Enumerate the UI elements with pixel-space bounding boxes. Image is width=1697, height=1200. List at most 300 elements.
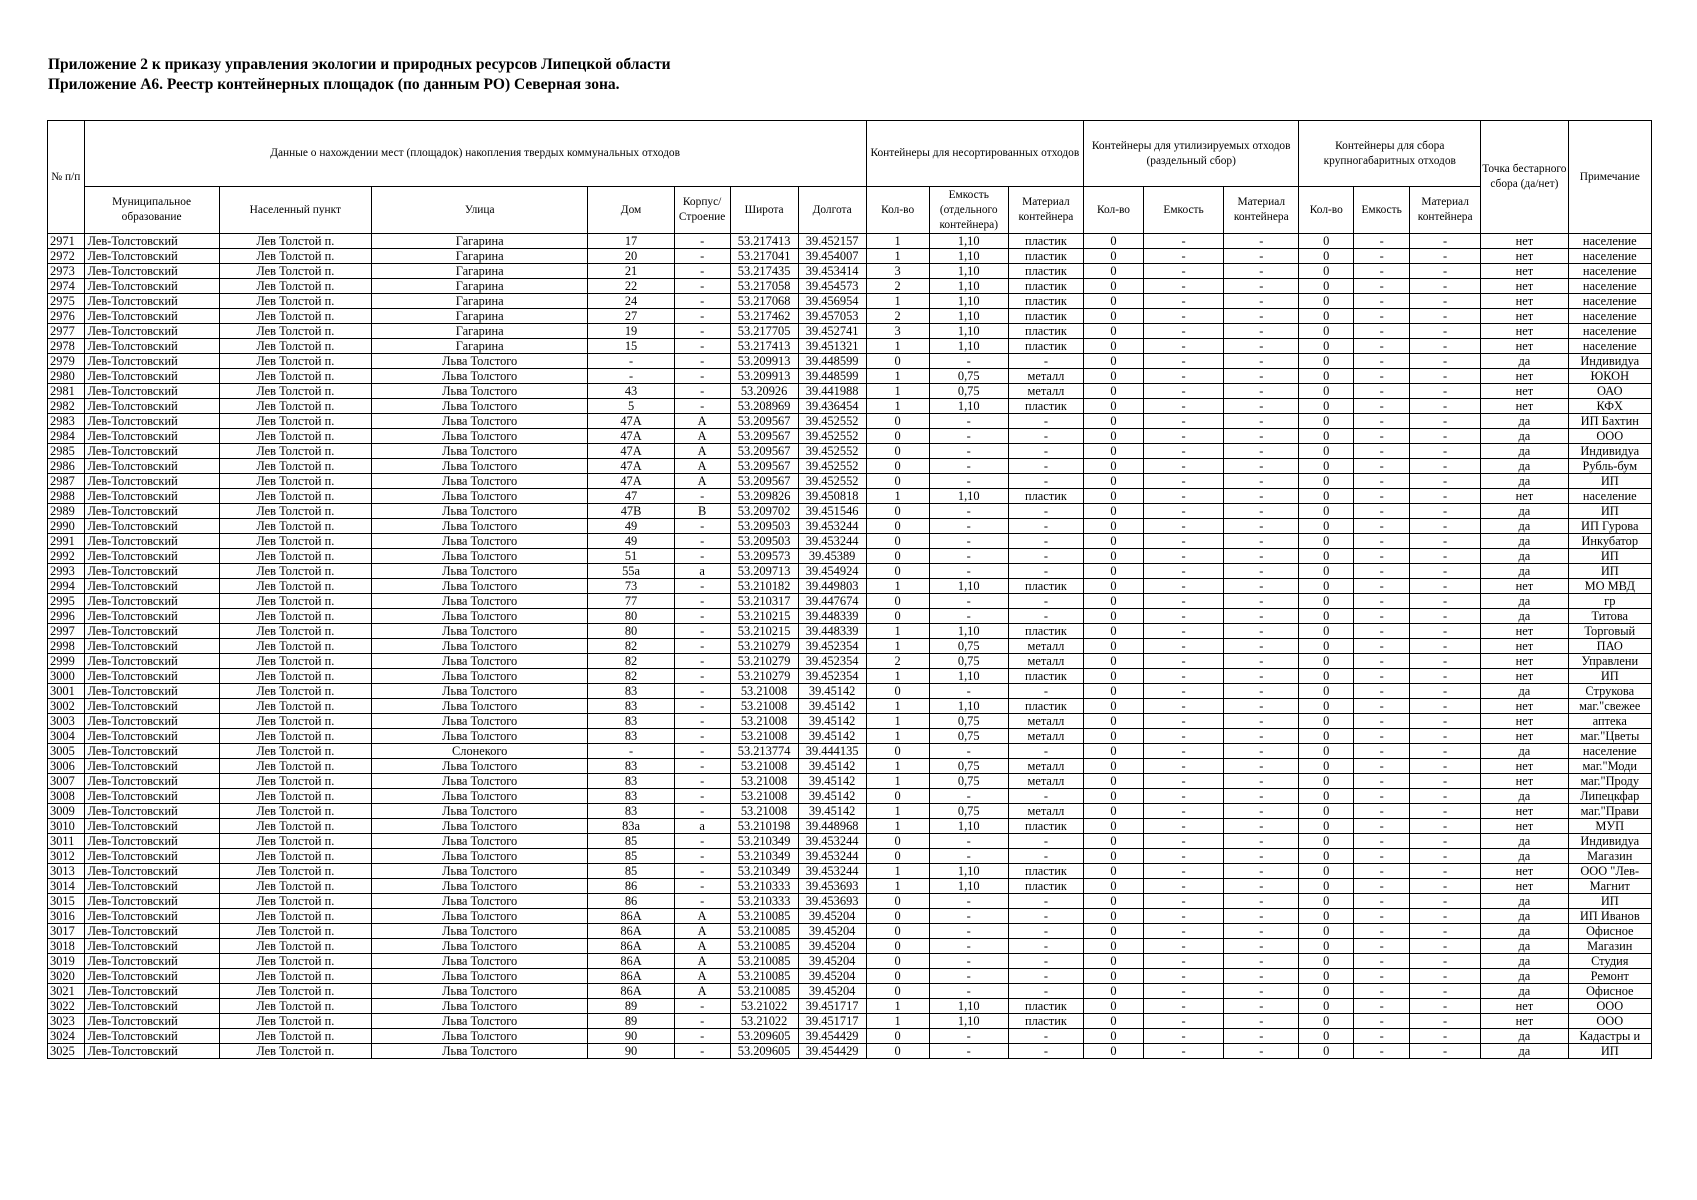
cell-house: 89 (588, 1014, 674, 1029)
cell-longitude: 39.451717 (798, 999, 866, 1014)
cell-bulky-material: - (1410, 849, 1481, 864)
cell-building: - (674, 774, 730, 789)
cell-unsorted-material: пластик (1008, 624, 1083, 639)
cell-unsorted-capacity: 0,75 (929, 759, 1008, 774)
cell-house: 86А (588, 954, 674, 969)
cell-note: ИП (1568, 504, 1651, 519)
cell-street: Льва Толстого (372, 669, 588, 684)
cell-recyclable-count: 0 (1084, 639, 1144, 654)
cell-note: ЮКОН (1568, 369, 1651, 384)
cell-unsorted-material: - (1008, 414, 1083, 429)
cell-bulky-count: 0 (1299, 849, 1354, 864)
cell-latitude: 53.210085 (730, 924, 798, 939)
cell-bulky-material: - (1410, 249, 1481, 264)
cell-recyclable-count: 0 (1084, 339, 1144, 354)
cell-settlement: Лев Толстой п. (219, 714, 371, 729)
cell-building: - (674, 1044, 730, 1059)
col-header-note: Примечание (1568, 121, 1651, 234)
cell-bulky-material: - (1410, 954, 1481, 969)
table-row (48, 849, 1652, 864)
cell-building: А (674, 459, 730, 474)
cell-unsorted-material: пластик (1008, 324, 1083, 339)
cell-recyclable-capacity: - (1143, 414, 1223, 429)
col-header-latitude: Широта (730, 187, 798, 234)
cell-note: Индивидуа (1568, 834, 1651, 849)
cell-longitude: 39.447674 (798, 594, 866, 609)
cell-settlement: Лев Толстой п. (219, 474, 371, 489)
cell-recyclable-capacity: - (1143, 564, 1223, 579)
cell-settlement: Лев Толстой п. (219, 414, 371, 429)
cell-bulky-count: 0 (1299, 489, 1354, 504)
cell-recyclable-count: 0 (1084, 474, 1144, 489)
cell-unsorted-capacity: - (929, 609, 1008, 624)
cell-bulky-capacity: - (1354, 924, 1410, 939)
table-row (48, 834, 1652, 849)
cell-building: - (674, 834, 730, 849)
cell-municipality: Лев-Толстовский (84, 339, 219, 354)
cell-settlement: Лев Толстой п. (219, 489, 371, 504)
cell-unsorted-count: 1 (866, 879, 929, 894)
cell-note: Офисное (1568, 924, 1651, 939)
cell-latitude: 53.210333 (730, 879, 798, 894)
cell-recyclable-material: - (1224, 264, 1299, 279)
cell-unsorted-count: 0 (866, 939, 929, 954)
table-row (48, 294, 1652, 309)
cell-recyclable-material: - (1224, 684, 1299, 699)
cell-unsorted-material: металл (1008, 804, 1083, 819)
cell-municipality: Лев-Толстовский (84, 834, 219, 849)
cell-municipality: Лев-Толстовский (84, 354, 219, 369)
cell-unsorted-count: 1 (866, 639, 929, 654)
cell-bulky-count: 0 (1299, 1044, 1354, 1059)
table-header (48, 121, 1652, 234)
table-row (48, 669, 1652, 684)
cell-recyclable-capacity: - (1143, 969, 1223, 984)
cell-point: нет (1481, 864, 1568, 879)
cell-bulky-count: 0 (1299, 654, 1354, 669)
cell-unsorted-count: 0 (866, 924, 929, 939)
cell-house: 17 (588, 234, 674, 249)
cell-unsorted-material: металл (1008, 369, 1083, 384)
cell-bulky-count: 0 (1299, 729, 1354, 744)
table-row (48, 759, 1652, 774)
cell-street: Льва Толстого (372, 474, 588, 489)
cell-house: 82 (588, 654, 674, 669)
cell-note: Индивидуа (1568, 444, 1651, 459)
cell-settlement: Лев Толстой п. (219, 324, 371, 339)
cell-point: да (1481, 924, 1568, 939)
cell-building: А (674, 474, 730, 489)
cell-note: ИП (1568, 564, 1651, 579)
cell-recyclable-capacity: - (1143, 249, 1223, 264)
cell-bulky-count: 0 (1299, 579, 1354, 594)
cell-house: 83а (588, 819, 674, 834)
cell-bulky-capacity: - (1354, 1014, 1410, 1029)
cell-latitude: 53.209503 (730, 534, 798, 549)
cell-municipality: Лев-Толстовский (84, 819, 219, 834)
cell-point: нет (1481, 999, 1568, 1014)
cell-settlement: Лев Толстой п. (219, 969, 371, 984)
cell-bulky-material: - (1410, 414, 1481, 429)
cell-recyclable-capacity: - (1143, 669, 1223, 684)
cell-bulky-material: - (1410, 699, 1481, 714)
cell-bulky-capacity: - (1354, 294, 1410, 309)
cell-recyclable-capacity: - (1143, 519, 1223, 534)
cell-building: - (674, 489, 730, 504)
cell-street: Льва Толстого (372, 384, 588, 399)
cell-building: - (674, 534, 730, 549)
cell-street: Льва Толстого (372, 429, 588, 444)
cell-unsorted-count: 3 (866, 264, 929, 279)
cell-recyclable-material: - (1224, 999, 1299, 1014)
cell-street: Гагарина (372, 234, 588, 249)
cell-street: Льва Толстого (372, 699, 588, 714)
cell-municipality: Лев-Толстовский (84, 969, 219, 984)
cell-building: - (674, 594, 730, 609)
cell-house: 19 (588, 324, 674, 339)
cell-settlement: Лев Толстой п. (219, 669, 371, 684)
cell-recyclable-material: - (1224, 774, 1299, 789)
cell-recyclable-capacity: - (1143, 864, 1223, 879)
cell-street: Льва Толстого (372, 639, 588, 654)
cell-municipality: Лев-Толстовский (84, 729, 219, 744)
cell-street: Льва Толстого (372, 654, 588, 669)
cell-num: 2982 (48, 399, 85, 414)
cell-unsorted-capacity: - (929, 684, 1008, 699)
cell-unsorted-count: 0 (866, 684, 929, 699)
cell-note: население (1568, 744, 1651, 759)
cell-bulky-material: - (1410, 744, 1481, 759)
cell-note: население (1568, 324, 1651, 339)
cell-house: 55а (588, 564, 674, 579)
cell-unsorted-material: - (1008, 954, 1083, 969)
cell-num: 3016 (48, 909, 85, 924)
cell-note: ИП (1568, 549, 1651, 564)
cell-recyclable-capacity: - (1143, 849, 1223, 864)
cell-municipality: Лев-Толстовский (84, 654, 219, 669)
cell-recyclable-count: 0 (1084, 504, 1144, 519)
cell-unsorted-count: 2 (866, 309, 929, 324)
cell-latitude: 53.21008 (730, 804, 798, 819)
cell-longitude: 39.45142 (798, 699, 866, 714)
cell-recyclable-count: 0 (1084, 489, 1144, 504)
table-row (48, 1029, 1652, 1044)
cell-unsorted-material: - (1008, 564, 1083, 579)
cell-unsorted-material: - (1008, 549, 1083, 564)
cell-latitude: 53.21008 (730, 729, 798, 744)
cell-longitude: 39.454924 (798, 564, 866, 579)
cell-recyclable-count: 0 (1084, 399, 1144, 414)
cell-note: Торговый (1568, 624, 1651, 639)
cell-recyclable-capacity: - (1143, 324, 1223, 339)
cell-settlement: Лев Толстой п. (219, 909, 371, 924)
cell-municipality: Лев-Толстовский (84, 639, 219, 654)
cell-longitude: 39.448599 (798, 354, 866, 369)
cell-note: население (1568, 489, 1651, 504)
cell-note: ИП (1568, 474, 1651, 489)
cell-bulky-material: - (1410, 864, 1481, 879)
col-header-bulky-material: Материал контейнера (1410, 187, 1481, 234)
cell-street: Льва Толстого (372, 354, 588, 369)
cell-longitude: 39.452354 (798, 669, 866, 684)
cell-note: Липецкфар (1568, 789, 1651, 804)
cell-longitude: 39.453244 (798, 849, 866, 864)
cell-street: Льва Толстого (372, 684, 588, 699)
cell-settlement: Лев Толстой п. (219, 804, 371, 819)
cell-longitude: 39.45142 (798, 729, 866, 744)
cell-latitude: 53.210349 (730, 834, 798, 849)
cell-unsorted-capacity: 1,10 (929, 819, 1008, 834)
cell-latitude: 53.210215 (730, 609, 798, 624)
cell-recyclable-capacity: - (1143, 909, 1223, 924)
cell-recyclable-capacity: - (1143, 504, 1223, 519)
cell-municipality: Лев-Толстовский (84, 879, 219, 894)
cell-longitude: 39.45204 (798, 984, 866, 999)
cell-num: 2989 (48, 504, 85, 519)
cell-building: - (674, 654, 730, 669)
cell-point: да (1481, 414, 1568, 429)
cell-note: население (1568, 264, 1651, 279)
cell-num: 3019 (48, 954, 85, 969)
cell-bulky-capacity: - (1354, 519, 1410, 534)
cell-recyclable-count: 0 (1084, 429, 1144, 444)
cell-settlement: Лев Толстой п. (219, 759, 371, 774)
cell-recyclable-capacity: - (1143, 264, 1223, 279)
cell-street: Льва Толстого (372, 759, 588, 774)
cell-house: 49 (588, 519, 674, 534)
cell-note: аптека (1568, 714, 1651, 729)
cell-recyclable-material: - (1224, 354, 1299, 369)
cell-unsorted-count: 0 (866, 504, 929, 519)
cell-bulky-count: 0 (1299, 969, 1354, 984)
cell-note: ИП (1568, 669, 1651, 684)
cell-municipality: Лев-Толстовский (84, 1029, 219, 1044)
cell-longitude: 39.452157 (798, 234, 866, 249)
cell-num: 3000 (48, 669, 85, 684)
cell-bulky-material: - (1410, 459, 1481, 474)
cell-unsorted-capacity: 1,10 (929, 1014, 1008, 1029)
col-group-unsorted: Контейнеры для несортированных отходов (866, 121, 1083, 187)
cell-recyclable-capacity: - (1143, 789, 1223, 804)
cell-house: 51 (588, 549, 674, 564)
cell-recyclable-count: 0 (1084, 804, 1144, 819)
cell-point: нет (1481, 669, 1568, 684)
cell-recyclable-count: 0 (1084, 1014, 1144, 1029)
cell-unsorted-material: металл (1008, 384, 1083, 399)
cell-unsorted-capacity: - (929, 594, 1008, 609)
cell-recyclable-material: - (1224, 324, 1299, 339)
cell-settlement: Лев Толстой п. (219, 684, 371, 699)
cell-longitude: 39.452552 (798, 459, 866, 474)
cell-recyclable-capacity: - (1143, 474, 1223, 489)
cell-unsorted-material: пластик (1008, 819, 1083, 834)
cell-unsorted-count: 0 (866, 474, 929, 489)
cell-house: 83 (588, 789, 674, 804)
cell-recyclable-material: - (1224, 804, 1299, 819)
cell-house: 47А (588, 429, 674, 444)
cell-bulky-count: 0 (1299, 879, 1354, 894)
cell-longitude: 39.454007 (798, 249, 866, 264)
cell-unsorted-capacity: - (929, 789, 1008, 804)
cell-building: - (674, 339, 730, 354)
cell-bulky-count: 0 (1299, 789, 1354, 804)
cell-house: - (588, 354, 674, 369)
cell-num: 2991 (48, 534, 85, 549)
cell-num: 3014 (48, 879, 85, 894)
cell-unsorted-capacity: 0,75 (929, 774, 1008, 789)
cell-house: 86А (588, 924, 674, 939)
cell-point: нет (1481, 729, 1568, 744)
cell-note: гр (1568, 594, 1651, 609)
cell-settlement: Лев Толстой п. (219, 1029, 371, 1044)
cell-unsorted-count: 1 (866, 339, 929, 354)
cell-settlement: Лев Толстой п. (219, 399, 371, 414)
cell-recyclable-material: - (1224, 894, 1299, 909)
cell-house: 47 (588, 489, 674, 504)
cell-note: Титова (1568, 609, 1651, 624)
cell-unsorted-material: - (1008, 354, 1083, 369)
cell-recyclable-material: - (1224, 864, 1299, 879)
cell-recyclable-count: 0 (1084, 564, 1144, 579)
cell-num: 2992 (48, 549, 85, 564)
cell-longitude: 39.453693 (798, 894, 866, 909)
cell-recyclable-count: 0 (1084, 984, 1144, 999)
cell-recyclable-count: 0 (1084, 669, 1144, 684)
cell-house: 85 (588, 849, 674, 864)
cell-unsorted-capacity: 1,10 (929, 879, 1008, 894)
cell-latitude: 53.210085 (730, 939, 798, 954)
cell-recyclable-count: 0 (1084, 774, 1144, 789)
cell-bulky-capacity: - (1354, 789, 1410, 804)
cell-street: Льва Толстого (372, 444, 588, 459)
cell-unsorted-capacity: - (929, 504, 1008, 519)
table-row (48, 744, 1652, 759)
cell-unsorted-capacity: 1,10 (929, 264, 1008, 279)
cell-street: Льва Толстого (372, 879, 588, 894)
cell-latitude: 53.217413 (730, 234, 798, 249)
cell-point: да (1481, 609, 1568, 624)
cell-recyclable-material: - (1224, 759, 1299, 774)
cell-unsorted-capacity: - (929, 924, 1008, 939)
cell-note: Магазин (1568, 849, 1651, 864)
cell-recyclable-capacity: - (1143, 699, 1223, 714)
cell-house: 90 (588, 1029, 674, 1044)
cell-longitude: 39.454429 (798, 1029, 866, 1044)
cell-recyclable-material: - (1224, 459, 1299, 474)
cell-street: Льва Толстого (372, 504, 588, 519)
cell-latitude: 53.217413 (730, 339, 798, 354)
cell-house: 83 (588, 714, 674, 729)
cell-recyclable-count: 0 (1084, 744, 1144, 759)
cell-bulky-material: - (1410, 729, 1481, 744)
cell-bulky-material: - (1410, 399, 1481, 414)
cell-municipality: Лев-Толстовский (84, 894, 219, 909)
cell-bulky-count: 0 (1299, 594, 1354, 609)
cell-bulky-capacity: - (1354, 819, 1410, 834)
cell-recyclable-capacity: - (1143, 369, 1223, 384)
table-row (48, 789, 1652, 804)
cell-street: Слонекого (372, 744, 588, 759)
cell-house: - (588, 369, 674, 384)
cell-recyclable-capacity: - (1143, 1029, 1223, 1044)
cell-unsorted-count: 0 (866, 909, 929, 924)
cell-bulky-material: - (1410, 489, 1481, 504)
cell-recyclable-capacity: - (1143, 384, 1223, 399)
cell-bulky-capacity: - (1354, 234, 1410, 249)
cell-bulky-material: - (1410, 234, 1481, 249)
cell-recyclable-capacity: - (1143, 924, 1223, 939)
cell-settlement: Лев Толстой п. (219, 579, 371, 594)
cell-street: Льва Толстого (372, 939, 588, 954)
table-row (48, 1044, 1652, 1059)
cell-street: Льва Толстого (372, 714, 588, 729)
cell-municipality: Лев-Толстовский (84, 489, 219, 504)
cell-point: нет (1481, 714, 1568, 729)
cell-recyclable-material: - (1224, 234, 1299, 249)
cell-recyclable-material: - (1224, 984, 1299, 999)
cell-bulky-count: 0 (1299, 699, 1354, 714)
cell-building: А (674, 939, 730, 954)
cell-bulky-capacity: - (1354, 444, 1410, 459)
cell-latitude: 53.210279 (730, 669, 798, 684)
cell-bulky-count: 0 (1299, 249, 1354, 264)
cell-point: да (1481, 1044, 1568, 1059)
table-row (48, 264, 1652, 279)
cell-longitude: 39.45204 (798, 939, 866, 954)
cell-latitude: 53.21008 (730, 684, 798, 699)
cell-unsorted-count: 0 (866, 444, 929, 459)
cell-building: - (674, 864, 730, 879)
cell-recyclable-material: - (1224, 699, 1299, 714)
cell-num: 3025 (48, 1044, 85, 1059)
cell-bulky-material: - (1410, 609, 1481, 624)
cell-bulky-capacity: - (1354, 969, 1410, 984)
cell-building: - (674, 294, 730, 309)
cell-unsorted-count: 1 (866, 864, 929, 879)
cell-unsorted-count: 3 (866, 324, 929, 339)
cell-bulky-count: 0 (1299, 894, 1354, 909)
cell-recyclable-capacity: - (1143, 804, 1223, 819)
cell-note: население (1568, 234, 1651, 249)
cell-house: 85 (588, 864, 674, 879)
cell-num: 3015 (48, 894, 85, 909)
cell-note: ООО "Лев- (1568, 864, 1651, 879)
cell-num: 3001 (48, 684, 85, 699)
cell-unsorted-material: - (1008, 834, 1083, 849)
cell-bulky-material: - (1410, 279, 1481, 294)
cell-longitude: 39.453244 (798, 864, 866, 879)
cell-bulky-material: - (1410, 534, 1481, 549)
cell-municipality: Лев-Толстовский (84, 519, 219, 534)
cell-note: маг."Прави (1568, 804, 1651, 819)
cell-unsorted-count: 0 (866, 969, 929, 984)
cell-bulky-count: 0 (1299, 534, 1354, 549)
cell-house: 49 (588, 534, 674, 549)
cell-unsorted-capacity: - (929, 954, 1008, 969)
cell-note: Индивидуа (1568, 354, 1651, 369)
cell-bulky-capacity: - (1354, 909, 1410, 924)
cell-recyclable-material: - (1224, 549, 1299, 564)
cell-num: 3020 (48, 969, 85, 984)
cell-unsorted-count: 1 (866, 384, 929, 399)
table-row (48, 354, 1652, 369)
cell-municipality: Лев-Толстовский (84, 669, 219, 684)
cell-unsorted-capacity: - (929, 444, 1008, 459)
cell-recyclable-material: - (1224, 924, 1299, 939)
cell-building: - (674, 279, 730, 294)
cell-bulky-material: - (1410, 384, 1481, 399)
cell-house: 21 (588, 264, 674, 279)
